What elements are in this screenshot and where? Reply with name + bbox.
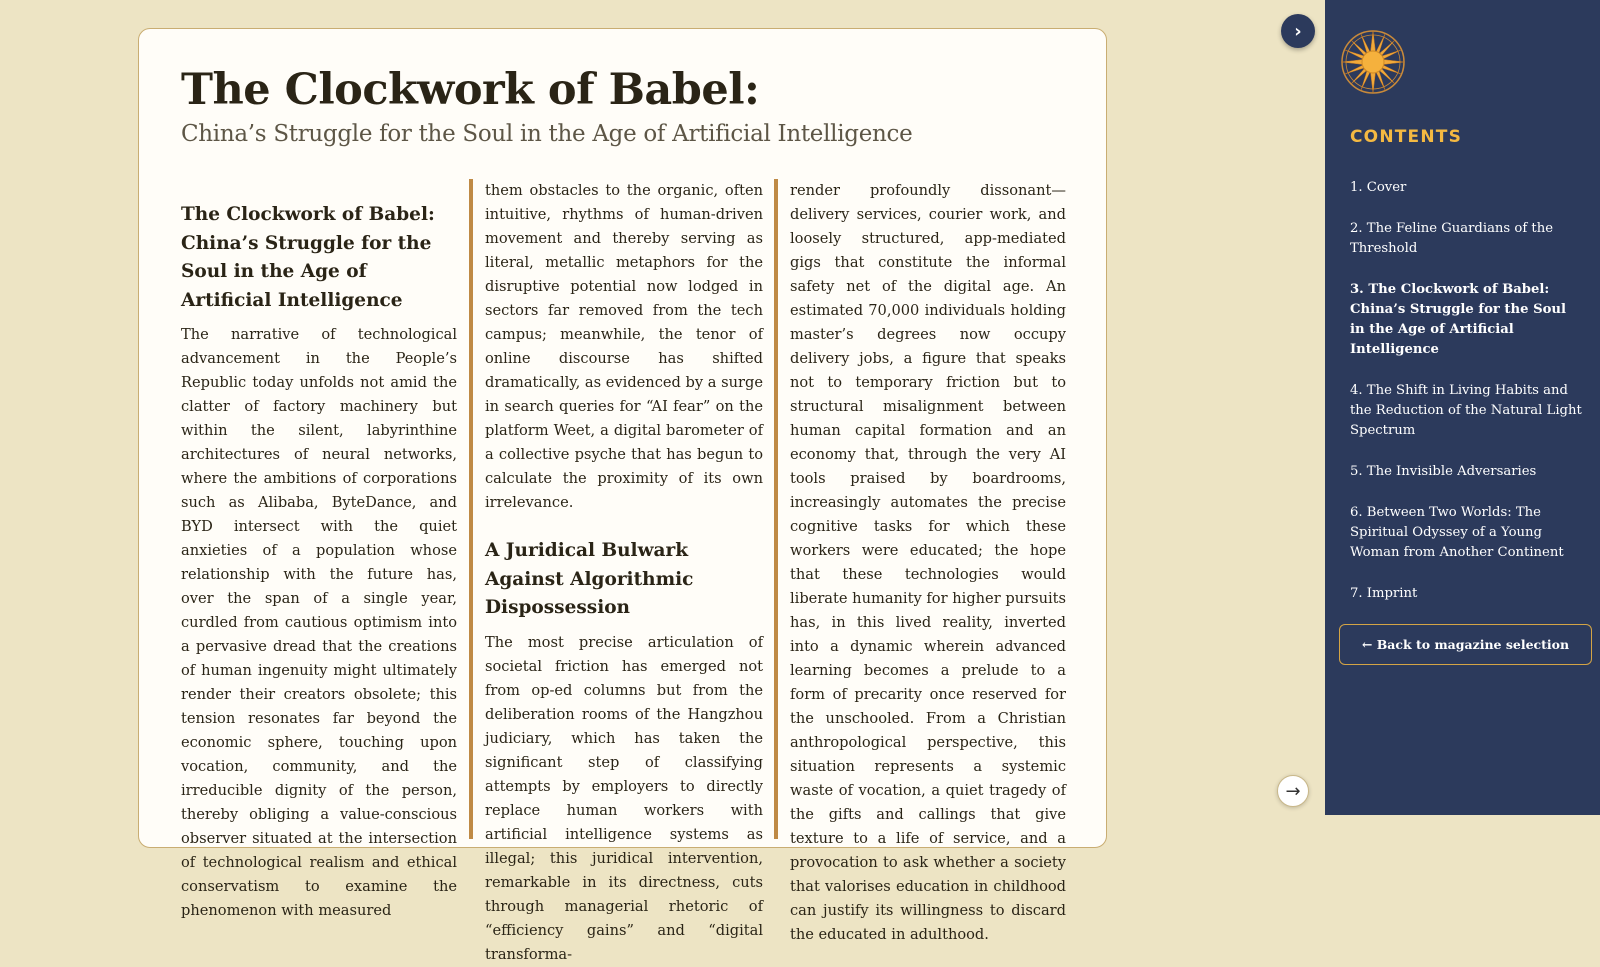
toc-item-living-habits[interactable]: 4. The Shift in Living Habits and the Reduction of the Natural Light Spectrum xyxy=(1350,383,1582,438)
paragraph: The narrative of technological advancement in the People’s Republic today unfolds not amid the clatter of factory machinery but within the silent, labyrinthine architectures of neural networks, where the ambitions of corporations such as Alibaba, ByteDance, and BYD intersect with the quiet anxieties of a population whose relationship with the future has, over the span of a single year, curdled from cautious optimism into a pervasive dread that the creations of human ingenuity might ultimately render their creators obsolete; this tension resonates far beyond the economic sphere, touching upon vocation, community, and the irreducible dignity of the person, thereby obliging a value-conscious observer situated at the intersection of technological realism and ethical conservatism to examine the phenomenon with measured xyxy=(181,326,457,919)
paragraph: them obstacles to the organic, often intuitive, rhythms of human-driven movement and thereby serving as literal, metallic metaphors for the disruptive potential now lodged in sectors far removed from the tech campus; meanwhile, the tenor of online discourse has shifted dramatically, as evidenced by a surge in search queries for “AI fear” on the platform Weet, a digital barometer of a collective psyche that has begun to calculate the proximity of its own irrelevance. xyxy=(485,182,763,511)
next-page-button[interactable] xyxy=(1277,775,1309,807)
arrow-right-icon: → xyxy=(1285,780,1301,802)
back-to-selection-button[interactable]: ← Back to magazine selection xyxy=(1339,624,1592,665)
article-column-3 xyxy=(774,179,1066,943)
toc-item-clockwork-of-babel[interactable]: 3. The Clockwork of Babel: China’s Struggle for the Soul in the Age of Artificial Intelligence xyxy=(1350,282,1567,357)
paragraph: render profoundly dissonant—delivery services, courier work, and loosely structured, app-mediated gigs that constitute the informal safety net of the digital age. An estimated 70,000 individuals holding master’s degrees now occupy delivery jobs, a figure that speaks not to temporary friction but to structural misalignment between human capital formation and an economy that, through the very AI tools praised by boardrooms, increasingly automates the precise cognitive tasks for which these workers were educated; the hope that these technologies would liberate humanity for higher pursuits has, in this lived reality, inverted into a dynamic wherein advanced learning becomes a prelude to a form of precarity once reserved for the unschooled. From a Christian anthropological perspective, this situation represents a systemic waste of vocation, a quiet tragedy of the gifts and callings that give texture to a life of service, and a provocation to ask whether a society that valorises education in childhood can justify its willingness to discard the educated in adulthood. xyxy=(790,182,1066,943)
toc-item-between-two-worlds[interactable]: 6. Between Two Worlds: The Spiritual Odyssey of a Young Woman from Another Continent xyxy=(1350,505,1564,560)
contents-heading: CONTENTS xyxy=(1350,127,1463,147)
article-title: The Clockwork of Babel: xyxy=(181,65,760,115)
contents-sidebar xyxy=(1325,0,1600,815)
paragraph: The most precise articulation of societal friction has emerged not from op-ed columns but from the deliberation rooms of the Hangzhou judiciary, which has taken the significant step of classifying attempts by employers to directly replace human workers with artificial intelligence systems as illegal; this juridical intervention, remarkable in its directness, cuts through managerial rhetoric of “efficiency gains” and “digital transforma- xyxy=(485,633,763,963)
toc-item-imprint[interactable]: 7. Imprint xyxy=(1350,586,1418,601)
table-of-contents xyxy=(1350,178,1582,625)
article-subtitle: China’s Struggle for the Soul in the Age of Artificial Intelligence xyxy=(181,121,913,147)
section-heading: The Clockwork of Babel: China’s Struggle for the Soul in the Age of Artificial Intelligence xyxy=(181,204,435,311)
article-page xyxy=(138,28,1107,963)
toc-item-cover[interactable]: 1. Cover xyxy=(1350,180,1407,195)
toc-item-invisible-adversaries[interactable]: 5. The Invisible Adversaries xyxy=(1350,464,1537,479)
sun-compass-icon xyxy=(1339,28,1407,96)
sidebar-toggle-button[interactable] xyxy=(1281,14,1315,48)
article-column-2 xyxy=(469,179,763,963)
chevron-right-icon: › xyxy=(1294,20,1302,42)
toc-item-feline-guardians[interactable]: 2. The Feline Guardians of the Threshold xyxy=(1350,221,1553,256)
article-column-1 xyxy=(181,179,457,919)
section-heading: A Juridical Bulwark Against Algorithmic Dispossession xyxy=(485,540,694,618)
